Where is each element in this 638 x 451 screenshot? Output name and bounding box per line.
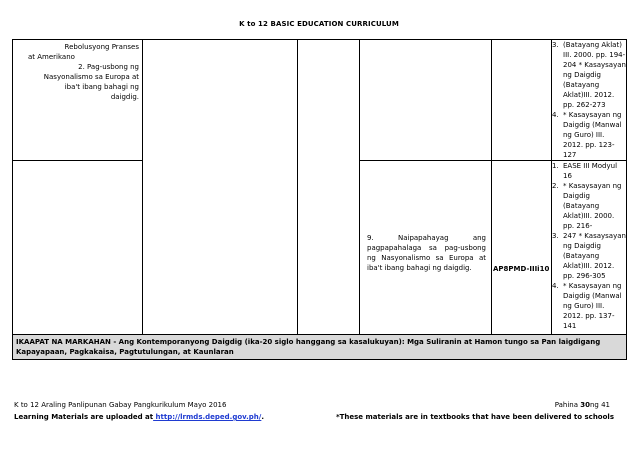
competency-cell [360,40,492,161]
ref-number: 3. [552,232,559,240]
page-number [555,401,610,409]
list-item [552,161,626,181]
code-cell: AP8PMD-IIIi10 [492,161,552,335]
curriculum-table [12,39,627,360]
list-item [552,231,626,281]
ref-number: 4. [552,111,559,119]
materials-text: Learning Materials are uploaded at [14,413,154,421]
materials-note: *These materials are in textbooks that have been delivered to schools [335,413,614,421]
list-item [552,281,626,331]
ref-text: EASE III Modyul 16 [563,162,618,180]
ref-number: 1. [552,162,559,170]
materials-end: . [261,413,265,421]
performance-cell [298,40,360,335]
ref-number: 2. [552,182,559,190]
content-line: Rebolusyong Pranses [64,43,139,51]
lrmds-link[interactable]: http://lrmds.deped.gov.ph/ [153,413,262,421]
page-prefix: Pahina [554,401,581,409]
ref-number: 4. [552,282,559,290]
footer-line [14,401,610,409]
content-cell [13,161,143,335]
ref-text: * Kasaysayan ng Daigdig (Manwal ng Guro) III. 2012. pp. 123-127 [563,111,622,159]
ref-text: (Batayang Aklat) III. 2000. pp. 194-204 * Kasaysayan ng Daigdig (Batayang Aklat)III. 2012. pp. 262-273 [563,41,626,109]
list-item [552,110,626,160]
ref-number: 3. [552,41,559,49]
refs-list [552,40,626,160]
page-header-title: K to 12 BASIC EDUCATION CURRICULUM [239,20,399,28]
list-item [552,181,626,231]
content-cell [13,40,143,161]
refs-cell [552,161,627,335]
content-line: 2. Pag-usbong ng [78,63,139,71]
quarter-heading: IKAAPAT NA MARKAHAN - Ang Kontemporanyong Daigdig (ika-20 siglo hanggang sa kasalukuyan): Mga Suliranin at Hamon tungo sa Pan laigdigang Kapayapaan, Pagkakaisa, Pagtutulungan, at Kaunlaran [13,335,627,360]
footer-title: K to 12 Araling Panlipunan Gabay Pangkurikulum Mayo 2016 [14,401,227,409]
page-current: 30 [580,401,590,409]
content-line: Nasyonalismo sa Europa at [43,73,139,81]
page-total: ng 41 [589,401,610,409]
ref-text: * Kasaysayan ng Daigdig (Manwal ng Guro) III. 2012. pp. 137-141 [563,282,622,330]
competency-cell: 9. Naipapahayag ang pagpapahalaga sa pag-usbong ng Nasyonalismo sa Europa at iba't ibang bahagi ng daigdig. [360,161,492,335]
standard-cell [143,40,298,335]
footer-materials [14,413,614,421]
refs-list [552,161,626,331]
ref-text: * Kasaysayan ng Daigdig (Batayang Aklat)III. 2000. pp. 216- [563,182,622,230]
code-cell [492,40,552,161]
content-line: daigdig. [110,93,139,101]
list-item [552,40,626,110]
content-line: at Amerikano [28,53,75,61]
ref-text: 247 * Kasaysayan ng Daigdig (Batayang Aklat)III. 2012. pp. 296-305 [563,232,626,280]
refs-cell [552,40,627,161]
table-row [13,335,627,360]
table-row [13,40,627,161]
content-line: iba't ibang bahagi ng [64,83,139,91]
